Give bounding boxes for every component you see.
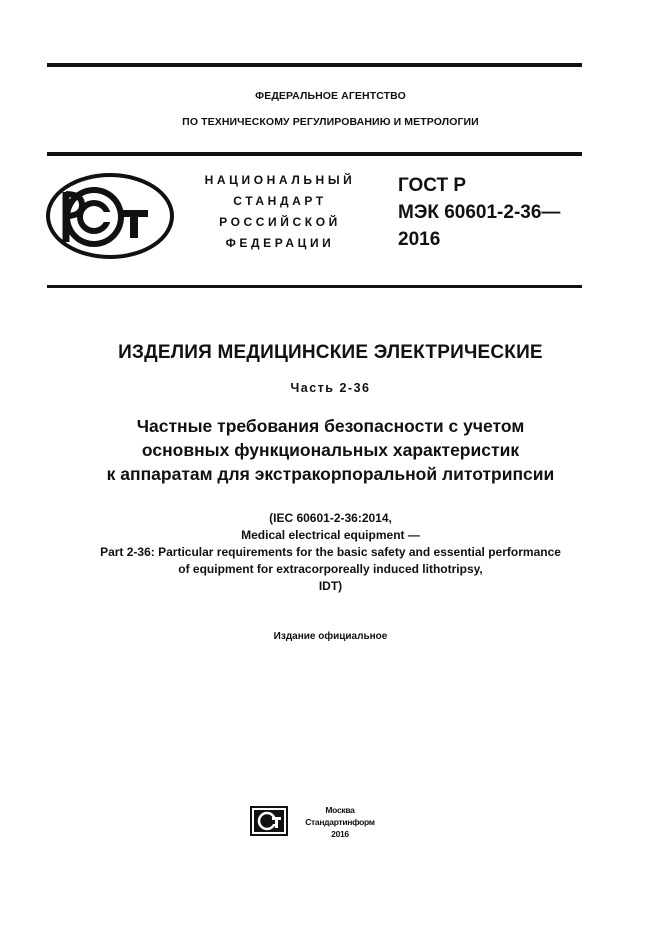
publisher-imprint (297, 804, 383, 840)
agency-line-2: ПО ТЕХНИЧЕСКОМУ РЕГУЛИРОВАНИЮ И МЕТРОЛОГИИ (182, 116, 479, 128)
document-title: ИЗДЕЛИЯ МЕДИЦИНСКИЕ ЭЛЕКТРИЧЕСКИЕ (118, 342, 543, 363)
standartinform-logo-icon (250, 806, 288, 841)
pct-rostest-logo-icon (46, 172, 174, 265)
top-rule (47, 63, 582, 67)
publisher-year: 2016 (331, 829, 349, 839)
publisher-city: Москва (325, 805, 355, 815)
agency-line-1: ФЕДЕРАЛЬНОЕ АГЕНТСТВО (255, 90, 406, 102)
national-standard-label: НАЦИОНАЛЬНЫЙ СТАНДАРТ РОССИЙСКОЙ ФЕДЕРАЦИИ (204, 173, 356, 250)
edition-label: Издание официальное (273, 631, 388, 642)
iec-reference: (IEC 60601-2-36:2014, Medical electrical equipment — Part 2-36: Particular requirements for the basic safety and essential performance of equipment for extracorporeally induced lithotripsy, IDT) (100, 511, 561, 593)
publisher-name: Стандартинформ (305, 817, 375, 827)
designation-rule (47, 285, 582, 288)
standard-designation: ГОСТ Р МЭК 60601-2-36— 2016 (398, 175, 561, 250)
document-subtitle: Частные требования безопасности с учетом основных функциональных характеристик к аппаратам для экстракорпоральной литотрипсии (106, 416, 555, 484)
header-rule (47, 152, 582, 156)
part-number: Часть 2-36 (290, 381, 371, 395)
